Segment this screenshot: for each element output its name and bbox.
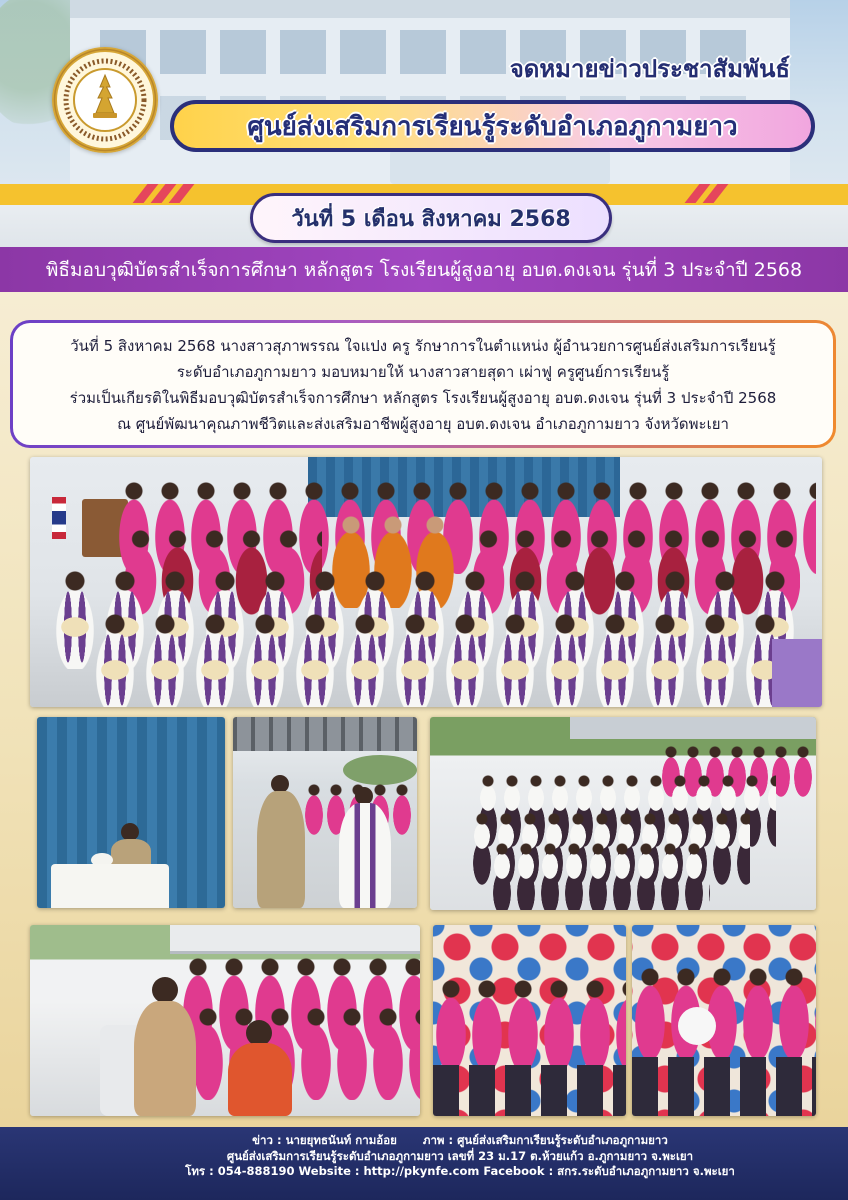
stage-speaker-photo: [37, 717, 225, 908]
official-uniform: [257, 791, 305, 908]
hall-roof: [570, 717, 816, 739]
pavilion-roof: [233, 717, 417, 751]
audience-photo: [30, 925, 420, 1116]
guest-blouse: [134, 1001, 196, 1116]
footer: [0, 1127, 848, 1200]
headline-band: [0, 247, 848, 292]
group-members: [433, 977, 626, 1072]
congratulations-backdrop-photo: [433, 925, 626, 1116]
graduates-rows: [490, 841, 710, 910]
balloon: [678, 1007, 716, 1045]
description-text: [13, 323, 833, 445]
thai-flag: [52, 497, 66, 539]
footer-address: ศูนย์ส่งเสริมการเรียนรู้ระดับอำเภอภูกามยาว เลขที่ 23 ม.17 ต.ห้วยแก้ว อ.ภูกามยาว จ.พะเยา: [226, 1148, 694, 1163]
trees: [343, 755, 417, 785]
lower-bodies: [632, 1057, 816, 1116]
description-line: ระดับอำเภอภูกามยาว มอบหมายให้ นางสาวสายสุดา เผ่าฟู ครูศูนย์การเรียนรู้: [176, 363, 670, 381]
lower-bodies: [433, 1065, 626, 1116]
news-label: ข่าว :: [252, 1133, 282, 1147]
certificate-handover-photo: [233, 717, 417, 908]
graduates-row: [90, 612, 790, 707]
center-name: ศูนย์ส่งเสริมการเรียนรู้ระดับอำเภอภูกามยาว: [247, 111, 738, 142]
footer-credits: [90, 1133, 830, 1149]
group-members: [632, 965, 816, 1060]
header-building: [70, 0, 790, 190]
guest-head: [152, 977, 178, 1003]
backdrop-group-photo: [632, 925, 816, 1116]
hall-ceremony-photo: [430, 717, 816, 910]
group-photo: [30, 457, 822, 707]
tent-frame: [170, 925, 420, 954]
description-box: [10, 320, 836, 448]
photo-credit: ศูนย์ส่งเสริมกาเรียนรู้ระดับอำเภอภูกามยาว: [457, 1133, 668, 1147]
center-name-banner: [170, 100, 815, 152]
footer-text: [90, 1133, 830, 1180]
graduate-dress: [339, 803, 391, 908]
newsletter-label: จดหมายข่าวประชาสัมพันธ์: [509, 55, 790, 83]
news-author: นายยุทธนันท์ กามอ้อย: [285, 1133, 397, 1147]
guest-blouse: [228, 1043, 292, 1116]
purple-chairs: [772, 639, 822, 707]
date-banner: [250, 193, 612, 243]
seated-guests: [190, 1005, 420, 1100]
organization-seal-icon: [52, 47, 158, 153]
stage-table: [51, 864, 169, 908]
headline: พิธีมอบวุฒิบัตรสำเร็จการศึกษา หลักสูตร โรงเรียนผู้สูงอายุ อบต.ดงเจน รุ่นที่ 3 ประจำปี 2568: [45, 258, 803, 281]
footer-contact: โทร : 054-888190 Website : http://pkynfe.com Facebook : สกร.ระดับอำเภอภูกามยาว จ.พะเยา: [185, 1164, 735, 1178]
description-line: ณ ศูนย์พัฒนาคุณภาพชีวิตและส่งเสริมอาชีพผู้สูงอายุ อบต.ดงเจน อำเภอภูกามยาว จังหวัดพะเยา: [117, 415, 729, 433]
description-line: วันที่ 5 สิงหาคม 2568 นางสาวสุภาพรรณ ใจแปง ครู รักษาการในตำแหน่ง ผู้อำนวยการศูนย์ส่งเสริมการเรียนรู้: [70, 337, 776, 355]
stripes-left-decoration: [140, 184, 194, 203]
event-date: วันที่ 5 เดือน สิงหาคม 2568: [291, 206, 571, 232]
organization-logo: [52, 47, 158, 153]
description-line: ร่วมเป็นเกียรติในพิธีมอบวุฒิบัตรสำเร็จการศึกษา หลักสูตร โรงเรียนผู้สูงอายุ อบต.ดงเจน รุ่นที่ 3 ประจำปี 2568: [69, 389, 777, 407]
photo-label: ภาพ :: [422, 1133, 454, 1147]
building-roof: [70, 0, 790, 18]
stripes-right-decoration: [692, 184, 728, 203]
building-sign: [390, 150, 610, 184]
